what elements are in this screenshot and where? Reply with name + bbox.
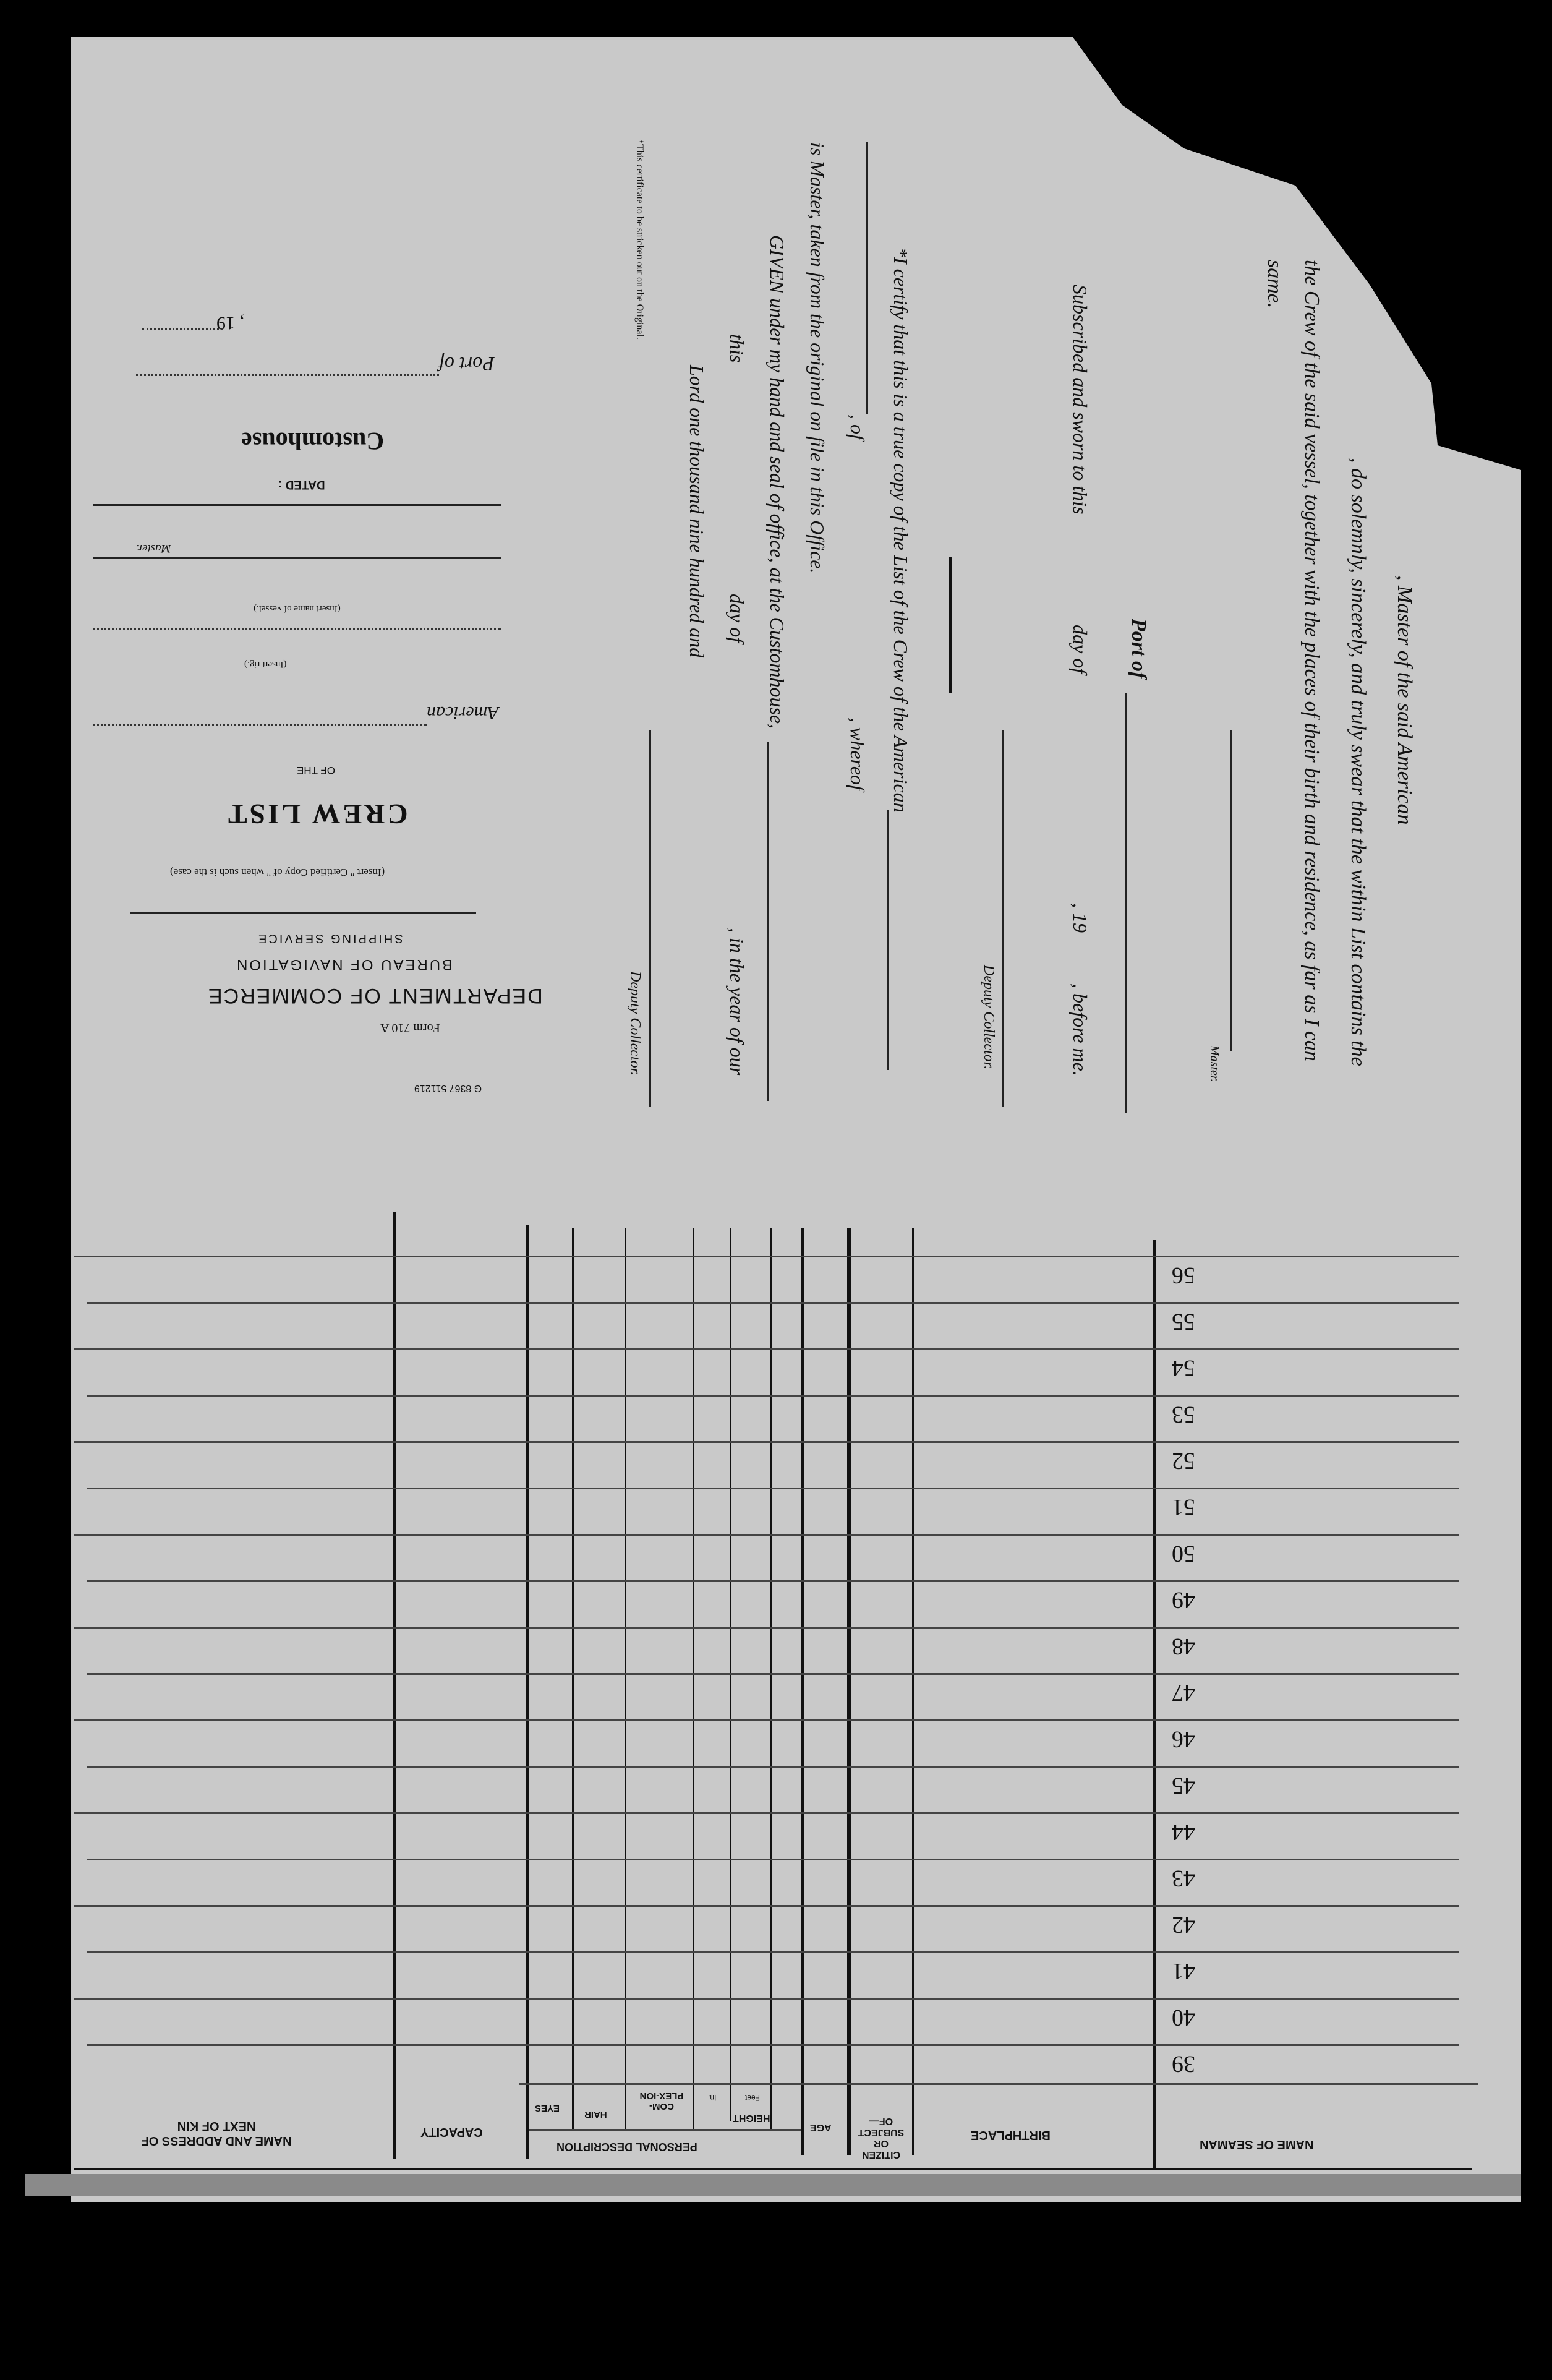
col-divider-citizen <box>847 1228 851 2155</box>
strike-out-note-img: *This certificate to be stricken out on the Original. <box>634 139 645 340</box>
cover-vessel-line <box>93 628 501 630</box>
cover-bureau: BUREAU OF NAVIGATION <box>235 956 453 973</box>
row-rule <box>74 1348 1459 1350</box>
certify-whereof: , whereof <box>846 717 869 790</box>
row-rule <box>87 1302 1459 1304</box>
oath-line-2: , do solemnly, sincerely, and truly swear that the within List contains the <box>1347 458 1370 1066</box>
col-divider-capacity-left <box>393 1212 396 2159</box>
row-rule <box>74 1627 1459 1629</box>
oath-port-of-label: Port of <box>1127 619 1150 679</box>
cover-american: American <box>427 703 499 723</box>
cover-panel <box>93 247 543 1101</box>
certify-line-4: GIVEN under my hand and seal of office, at the Customhouse, <box>766 235 788 729</box>
certify-this: this <box>726 334 748 363</box>
row-rule <box>87 1951 1459 1953</box>
cover-certified-note: (Insert " Certified Copy of " when such is the case) <box>170 867 385 878</box>
row-rule <box>87 1673 1459 1675</box>
col-divider-name <box>1153 1240 1156 2168</box>
col-divider-hair <box>625 1228 626 2131</box>
cover-date-line <box>142 328 223 330</box>
cover-insert-rig: (Insert rig.) <box>244 659 287 669</box>
subscribed-text: Subscribed and sworn to this <box>1069 285 1091 515</box>
row-number: 53 <box>1172 1402 1195 1428</box>
header-rule <box>519 2083 1478 2085</box>
section-divider <box>949 557 952 693</box>
row-number: 54 <box>1172 1355 1195 1381</box>
cover-form-number: Form 710 A <box>380 1021 440 1035</box>
oath-collector-line <box>1002 730 1004 1107</box>
row-rule <box>74 1256 1459 1257</box>
oath-signature-line <box>1230 730 1232 1051</box>
header-capacity: CAPACITY <box>420 2125 483 2139</box>
col-divider-eyes <box>572 1228 574 2131</box>
row-number: 50 <box>1172 1541 1195 1567</box>
row-number: 51 <box>1172 1494 1195 1520</box>
header-name-of-seaman: NAME OF SEAMAN <box>1200 2138 1314 2151</box>
row-number: 55 <box>1172 1309 1195 1335</box>
col-divider-capacity-right <box>526 1225 529 2159</box>
cover-rig-line <box>93 724 427 726</box>
cover-service-rule <box>130 912 476 914</box>
row-rule <box>87 1580 1459 1582</box>
header-complexion: COM-PLEX-ION <box>639 2091 684 2112</box>
certify-vessel-line <box>887 810 889 1070</box>
certify-customhouse-line <box>767 742 769 1101</box>
certify-year-of-our: , in the year of our <box>726 928 748 1076</box>
oath-before-me: , before me. <box>1069 983 1091 1076</box>
cover-department: DEPARTMENT OF COMMERCE <box>207 984 543 1008</box>
row-number: 47 <box>1172 1680 1195 1706</box>
row-number: 40 <box>1172 2005 1195 2031</box>
row-rule <box>87 1395 1459 1397</box>
certify-line-6: Lord one thousand nine hundred and <box>686 365 708 658</box>
row-rule <box>87 1487 1459 1489</box>
row-rule <box>74 1998 1459 2000</box>
row-rule <box>74 1719 1459 1721</box>
col-divider-birthplace <box>912 1228 914 2155</box>
header-feet: Feet <box>745 2094 761 2102</box>
certify-line-3: is Master, taken from the original on file in this Office. <box>806 142 829 574</box>
header-eyes: EYES <box>535 2103 560 2113</box>
cover-dated: DATED : <box>278 478 325 491</box>
cover-customhouse: Customhouse <box>241 427 385 455</box>
header-next-of-kin: NAME AND ADDRESS OF NEXT OF KIN <box>141 2119 292 2147</box>
row-number: 42 <box>1172 1912 1195 1938</box>
row-rule <box>74 1905 1459 1907</box>
certify-line-1: *I certify that this is a true copy of the List of the Crew of the American <box>890 247 912 813</box>
cover-of-the: OF THE <box>297 764 336 776</box>
oath-line-4: same. <box>1263 260 1286 309</box>
cover-master: Master. <box>136 542 171 555</box>
col-divider-complexion <box>693 1228 694 2131</box>
cover-year: , 19 <box>216 313 244 333</box>
certify-rig-line <box>866 142 868 414</box>
row-number: 39 <box>1172 2051 1195 2077</box>
header-height: HEIGHT <box>733 2113 770 2123</box>
certify-day-of: day of <box>726 594 748 643</box>
crew-table <box>74 1212 1472 2177</box>
header-hair: HAIR <box>584 2109 607 2120</box>
header-inches: In. <box>708 2094 717 2102</box>
oath-year: , 19 <box>1069 903 1091 933</box>
header-personal-description: PERSONAL DESCRIPTION <box>556 2141 697 2153</box>
cover-port-line <box>136 374 439 376</box>
cover-serial: G 8367 511219 <box>414 1083 482 1094</box>
row-number: 45 <box>1172 1773 1195 1799</box>
cover-port-of: Port of <box>439 353 495 375</box>
col-divider-age <box>801 1228 804 2155</box>
header-citizen: CITIZEN OR SUBJECT OF— <box>858 2116 905 2160</box>
cover-dated-line <box>93 504 501 506</box>
col-divider-height <box>770 1228 772 2131</box>
oath-deputy-collector: Deputy Collector. <box>981 965 997 1070</box>
certify-of: , of <box>846 414 869 440</box>
row-rule <box>74 1812 1459 1814</box>
row-rule <box>74 1441 1459 1443</box>
oath-master-label: Master. <box>1208 1045 1221 1082</box>
table-bottom-rule <box>74 2168 1472 2170</box>
cover-insert-vessel: (Insert name of vessel.) <box>254 604 341 614</box>
oath-port-line <box>1125 693 1127 1113</box>
oath-line-1: , Master of the said American <box>1393 575 1416 825</box>
row-number: 48 <box>1172 1633 1195 1659</box>
cover-crew-list: CREW LIST <box>226 798 408 830</box>
oath-line-3: the Crew of the said vessel, together with the places of their birth and residence, as far as I can <box>1300 260 1323 1061</box>
certify-deputy-collector: Deputy Collector. <box>627 971 643 1076</box>
oath-day-of: day of <box>1069 625 1091 674</box>
row-number: 43 <box>1172 1865 1195 1891</box>
row-rule <box>87 1859 1459 1860</box>
header-birthplace: BIRTHPLACE <box>971 2128 1051 2142</box>
row-number: 46 <box>1172 1726 1195 1752</box>
personal-desc-rule <box>529 2129 801 2131</box>
row-rule <box>87 1766 1459 1768</box>
row-number: 41 <box>1172 1958 1195 1984</box>
header-age: AGE <box>810 2122 832 2133</box>
row-rule <box>74 1534 1459 1536</box>
cover-service: SHIPPING SERVICE <box>257 931 403 945</box>
certify-collector-line <box>649 730 651 1107</box>
row-rule <box>87 2044 1459 2046</box>
row-number: 49 <box>1172 1587 1195 1613</box>
row-number: 44 <box>1172 1819 1195 1845</box>
row-number: 52 <box>1172 1448 1195 1474</box>
cover-master-line <box>93 557 501 559</box>
row-number: 56 <box>1172 1262 1195 1288</box>
